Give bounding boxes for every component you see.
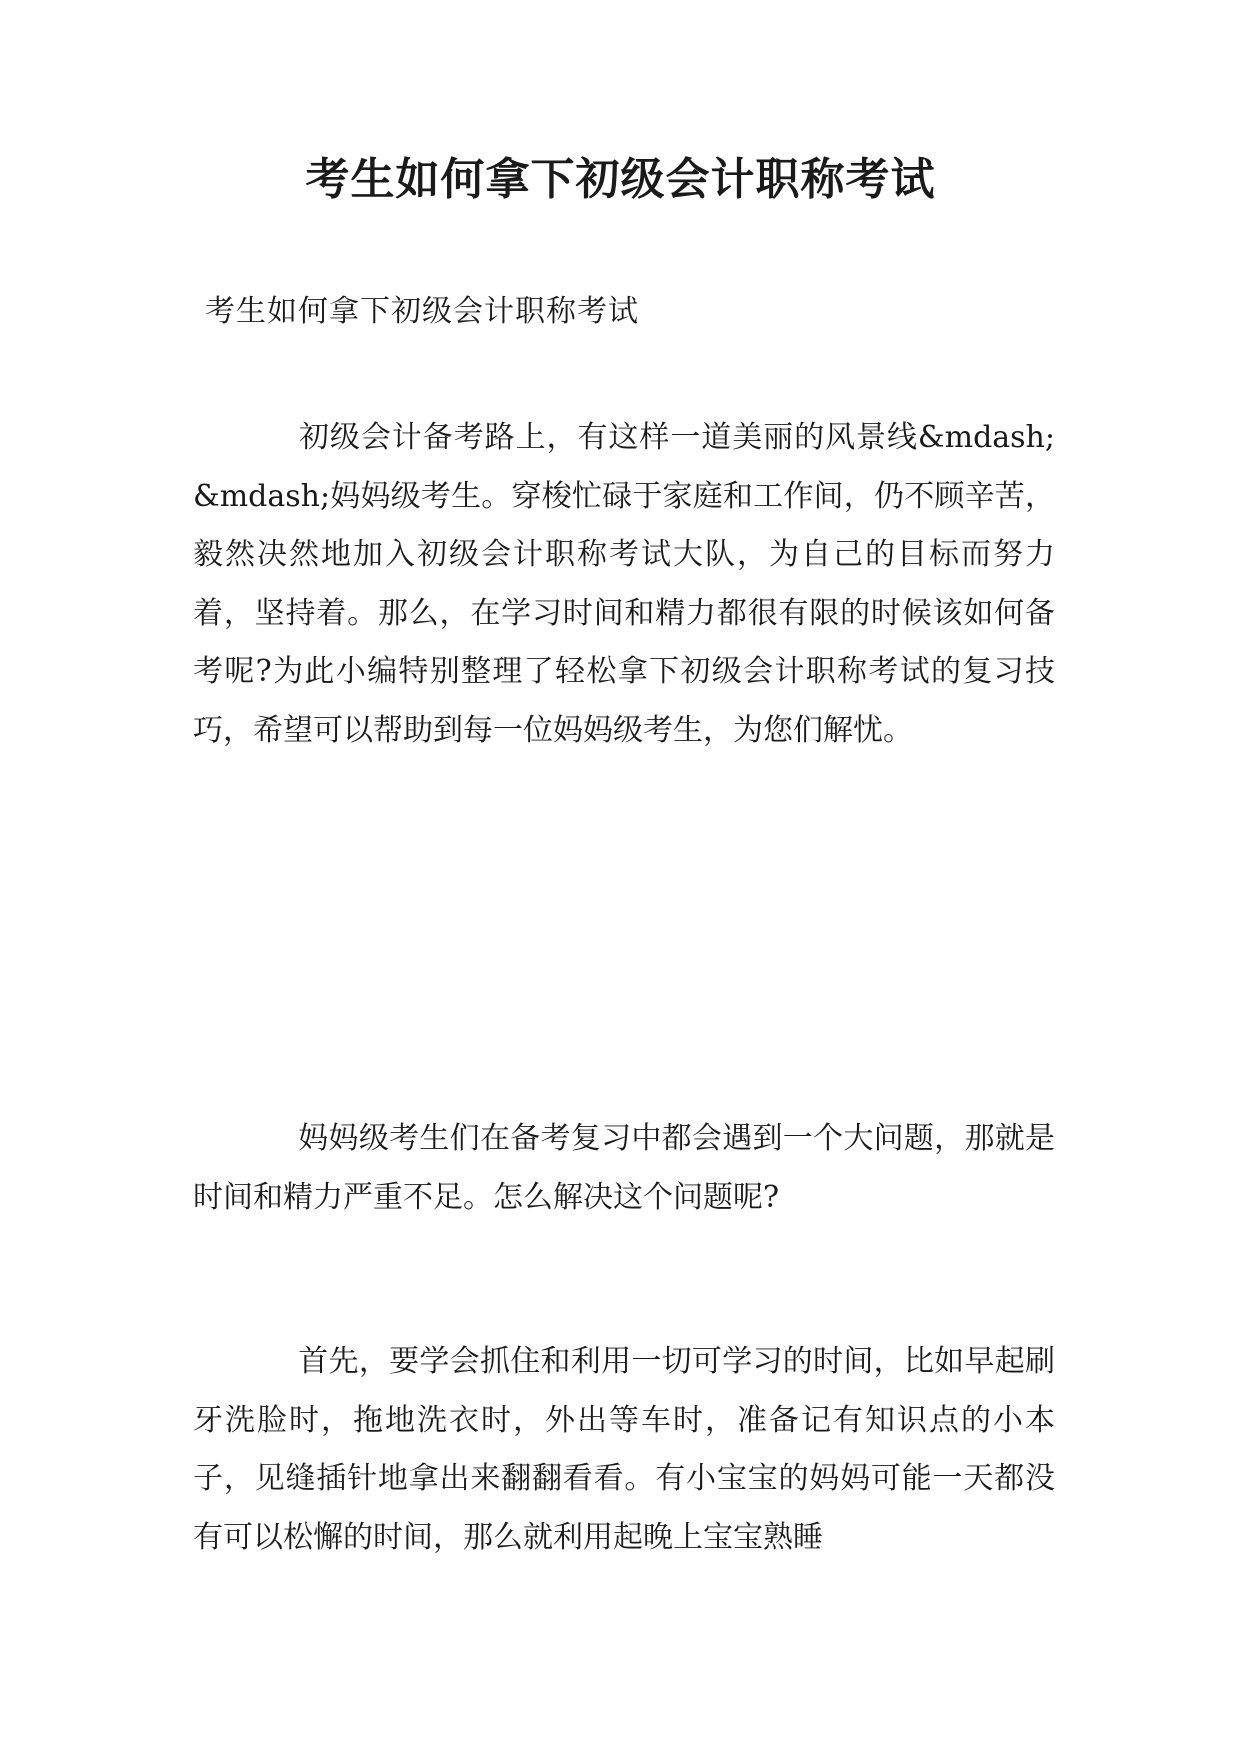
document-title: 考生如何拿下初级会计职称考试 (305, 154, 936, 205)
document-subtitle: 考生如何拿下初级会计职称考试 (205, 294, 639, 329)
paragraph (193, 409, 1055, 760)
paragraph-text: 首先，要学会抓住和利用一切可学习的时间，比如早起刷牙洗脸时，拖地洗衣时，外出等车时，准备记有知识点的小本子，见缝插针地拿出来翻翻看看。有小宝宝的妈妈可能一天都没有可以松懈的时间，那么就利用起晚上宝宝熟睡 (193, 1344, 1055, 1555)
paragraph (193, 1333, 1055, 1567)
paragraph (193, 1110, 1055, 1227)
paragraph-text: 初级会计备考路上，有这样一道美丽的风景线&mdash;&mdash;妈妈级考生。穿梭忙碌于家庭和工作间，仍不顾辛苦，毅然决然地加入初级会计职称考试大队，为自己的目标而努力着，坚持着。那么，在学习时间和精力都很有限的时候该如何备考呢?为此小编特别整理了轻松拿下初级会计职称考试的复习技巧，希望可以帮助到每一位妈妈级考生，为您们解忧。 (193, 420, 1055, 748)
paragraph-text: 妈妈级考生们在备考复习中都会遇到一个大问题，那就是时间和精力严重不足。怎么解决这个问题呢? (193, 1121, 1055, 1215)
